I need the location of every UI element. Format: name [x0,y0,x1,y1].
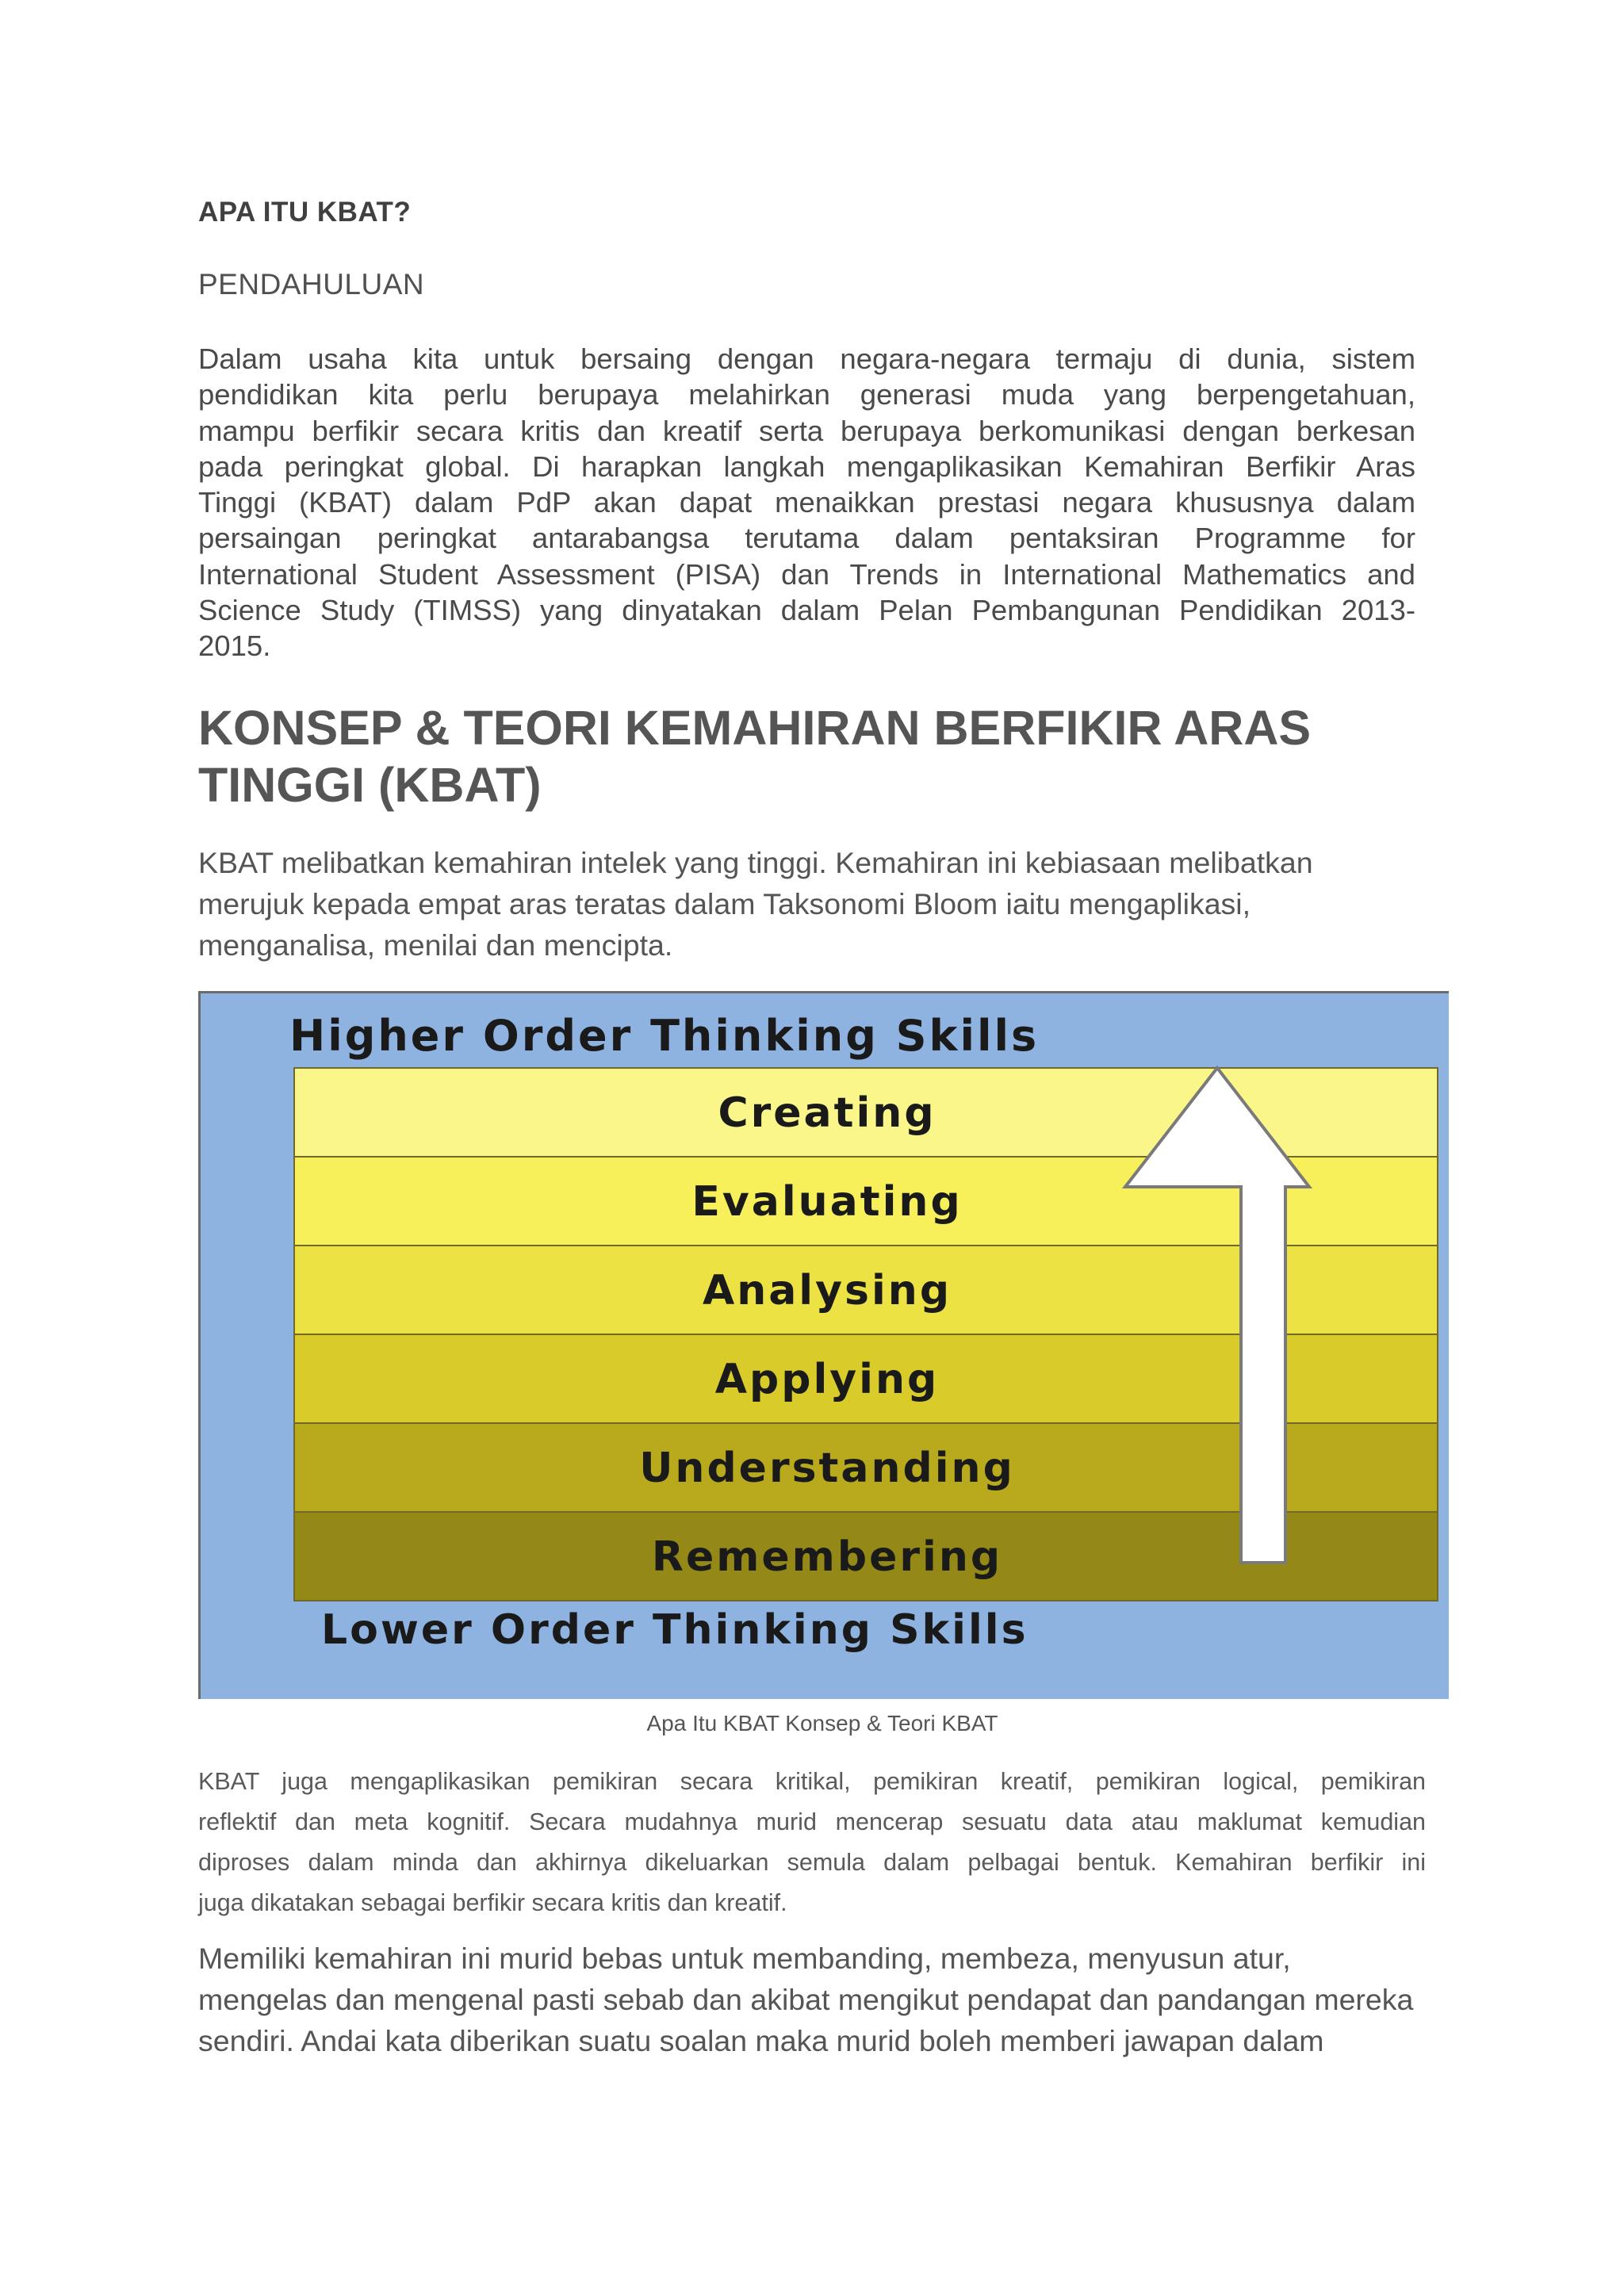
intro-paragraph [198,341,1415,664]
section-heading-line: KONSEP & TEORI KEMAHIRAN BERFIKIR ARAS [198,701,1312,755]
intro-line: International Student Assessment (PISA) dan Trends in International Mathematics and [198,557,1415,591]
detail-line: diproses dalam minda dan akhirnya dikeluarkan semula dalam pelbagai bentuk. Kemahiran berfikir ini [198,1849,1426,1876]
kbat-paragraph [198,842,1435,966]
intro-line: Tinggi (KBAT) dalam PdP akan dapat menaikkan prestasi negara khususnya dalam [198,486,1415,519]
detail-line: reflektif dan meta kognitif. Secara mudahnya murid mencerap sesuatu data atau maklumat kemudian [198,1808,1426,1835]
detail-line: juga dikatakan sebagai berfikir secara kritis dan kreatif. [198,1889,787,1916]
closing-line: mengelas dan mengenal pasti sebab dan akibat mengikut pendapat dan pandangan mereka [198,1983,1414,2016]
intro-title: PENDAHULUAN [198,268,425,300]
section-heading [198,699,1467,813]
level-label: Creating [718,1089,936,1137]
intro-line: Dalam usaha kita untuk bersaing dengan negara-negara termaju di dunia, sistem [198,342,1415,375]
kbat-line: merujuk kepada empat aras teratas dalam Taksonomi Bloom iaitu mengaplikasi, [198,887,1251,920]
section-heading-line: TINGGI (KBAT) [198,758,542,812]
intro-line: persaingan peringkat antarabangsa terutama dalam pentaksiran Programme for [198,522,1415,555]
level-label: Understanding [639,1445,1015,1492]
figure-caption: Apa Itu KBAT Konsep & Teori KBAT [646,1711,998,1735]
level-label: Analysing [702,1267,952,1314]
hots-pyramid-graphic [201,993,1449,1699]
closing-line: sendiri. Andai kata diberikan suatu soalan maka murid boleh memberi jawapan dalam [198,2024,1324,2057]
closing-line: Memiliki kemahiran ini murid bebas untuk membanding, membeza, menyusun atur, [198,1942,1291,1975]
detail-paragraph [198,1762,1426,1923]
kbat-line: menganalisa, menilai dan mencipta. [198,928,673,962]
intro-line: 2015. [198,629,271,663]
level-label: Applying [714,1356,940,1403]
kbat-line: KBAT melibatkan kemahiran intelek yang tinggi. Kemahiran ini kebiasaan melibatkan [198,846,1313,879]
detail-line: KBAT juga mengaplikasikan pemikiran secara kritikal, pemikiran kreatif, pemikiran logical, pemikiran [198,1768,1426,1795]
figure-top-label: Higher Order Thinking Skills [289,1011,1040,1061]
closing-paragraph [198,1938,1426,2061]
intro-line: pada peringkat global. Di harapkan langkah mengaplikasikan Kemahiran Berfikir Aras [198,450,1415,483]
hots-figure [198,991,1449,1699]
intro-line: Science Study (TIMSS) yang dinyatakan dalam Pelan Pembangunan Pendidikan 2013- [198,594,1415,627]
level-label: Remembering [651,1533,1003,1581]
document-heading: APA ITU KBAT? [198,197,412,228]
figure-bottom-label: Lower Order Thinking Skills [321,1606,1028,1654]
intro-line: mampu berfikir secara kritis dan kreatif serta berupaya berkomunikasi dengan berkesan [198,414,1415,447]
level-label: Evaluating [691,1178,963,1226]
intro-line: pendidikan kita perlu berupaya melahirkan generasi muda yang berpengetahuan, [198,378,1415,411]
